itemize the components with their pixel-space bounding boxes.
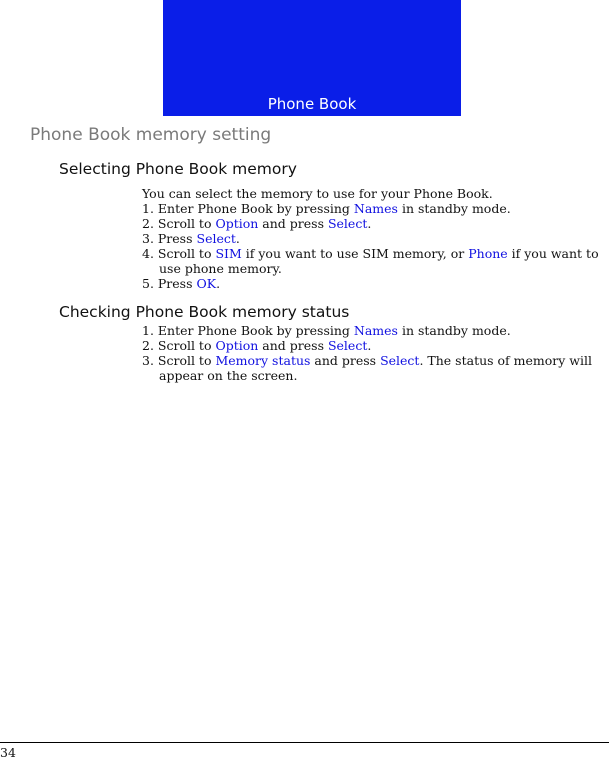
phone-option: Phone bbox=[468, 246, 508, 261]
checking-status-heading: Checking Phone Book memory status bbox=[59, 303, 350, 321]
option-menu-item: Option bbox=[215, 338, 259, 353]
memory-status-option: Memory status bbox=[215, 353, 311, 368]
banner-title: Phone Book bbox=[267, 95, 357, 113]
select-key: Select bbox=[327, 338, 368, 353]
selecting-step-4: 4. Scroll to SIM if you want to use SIM memory, or Phone if you want to use phone memory. bbox=[142, 246, 599, 276]
select-key: Select bbox=[327, 216, 368, 231]
phone-book-banner bbox=[163, 0, 461, 116]
sim-option: SIM bbox=[215, 246, 242, 261]
selecting-intro: You can select the memory to use for your Phone Book. bbox=[142, 186, 493, 201]
option-menu-item: Option bbox=[215, 216, 259, 231]
selecting-step-2: 2. Scroll to Option and press Select. bbox=[142, 216, 372, 231]
selecting-step-3: 3. Press Select. bbox=[142, 231, 240, 246]
ok-key: OK bbox=[196, 276, 217, 291]
select-key: Select bbox=[196, 231, 236, 246]
selecting-step-5: 5. Press OK. bbox=[142, 276, 221, 291]
selecting-step-1: 1. Enter Phone Book by pressing Names in standby mode. bbox=[142, 201, 511, 216]
checking-step-1: 1. Enter Phone Book by pressing Names in standby mode. bbox=[142, 323, 511, 338]
checking-step-3: 3. Scroll to Memory status and press Select. The status of memory will appear on the screen. bbox=[142, 353, 592, 383]
section-title: Phone Book memory setting bbox=[30, 125, 272, 145]
checking-status-steps bbox=[142, 323, 605, 383]
footer-divider bbox=[0, 742, 609, 743]
select-key: Select bbox=[380, 353, 420, 368]
selecting-memory-steps bbox=[142, 186, 605, 291]
checking-step-2: 2. Scroll to Option and press Select. bbox=[142, 338, 372, 353]
selecting-memory-heading: Selecting Phone Book memory bbox=[59, 160, 297, 178]
names-key: Names bbox=[353, 323, 398, 338]
page-number: 34 bbox=[0, 745, 16, 760]
names-key: Names bbox=[353, 201, 398, 216]
